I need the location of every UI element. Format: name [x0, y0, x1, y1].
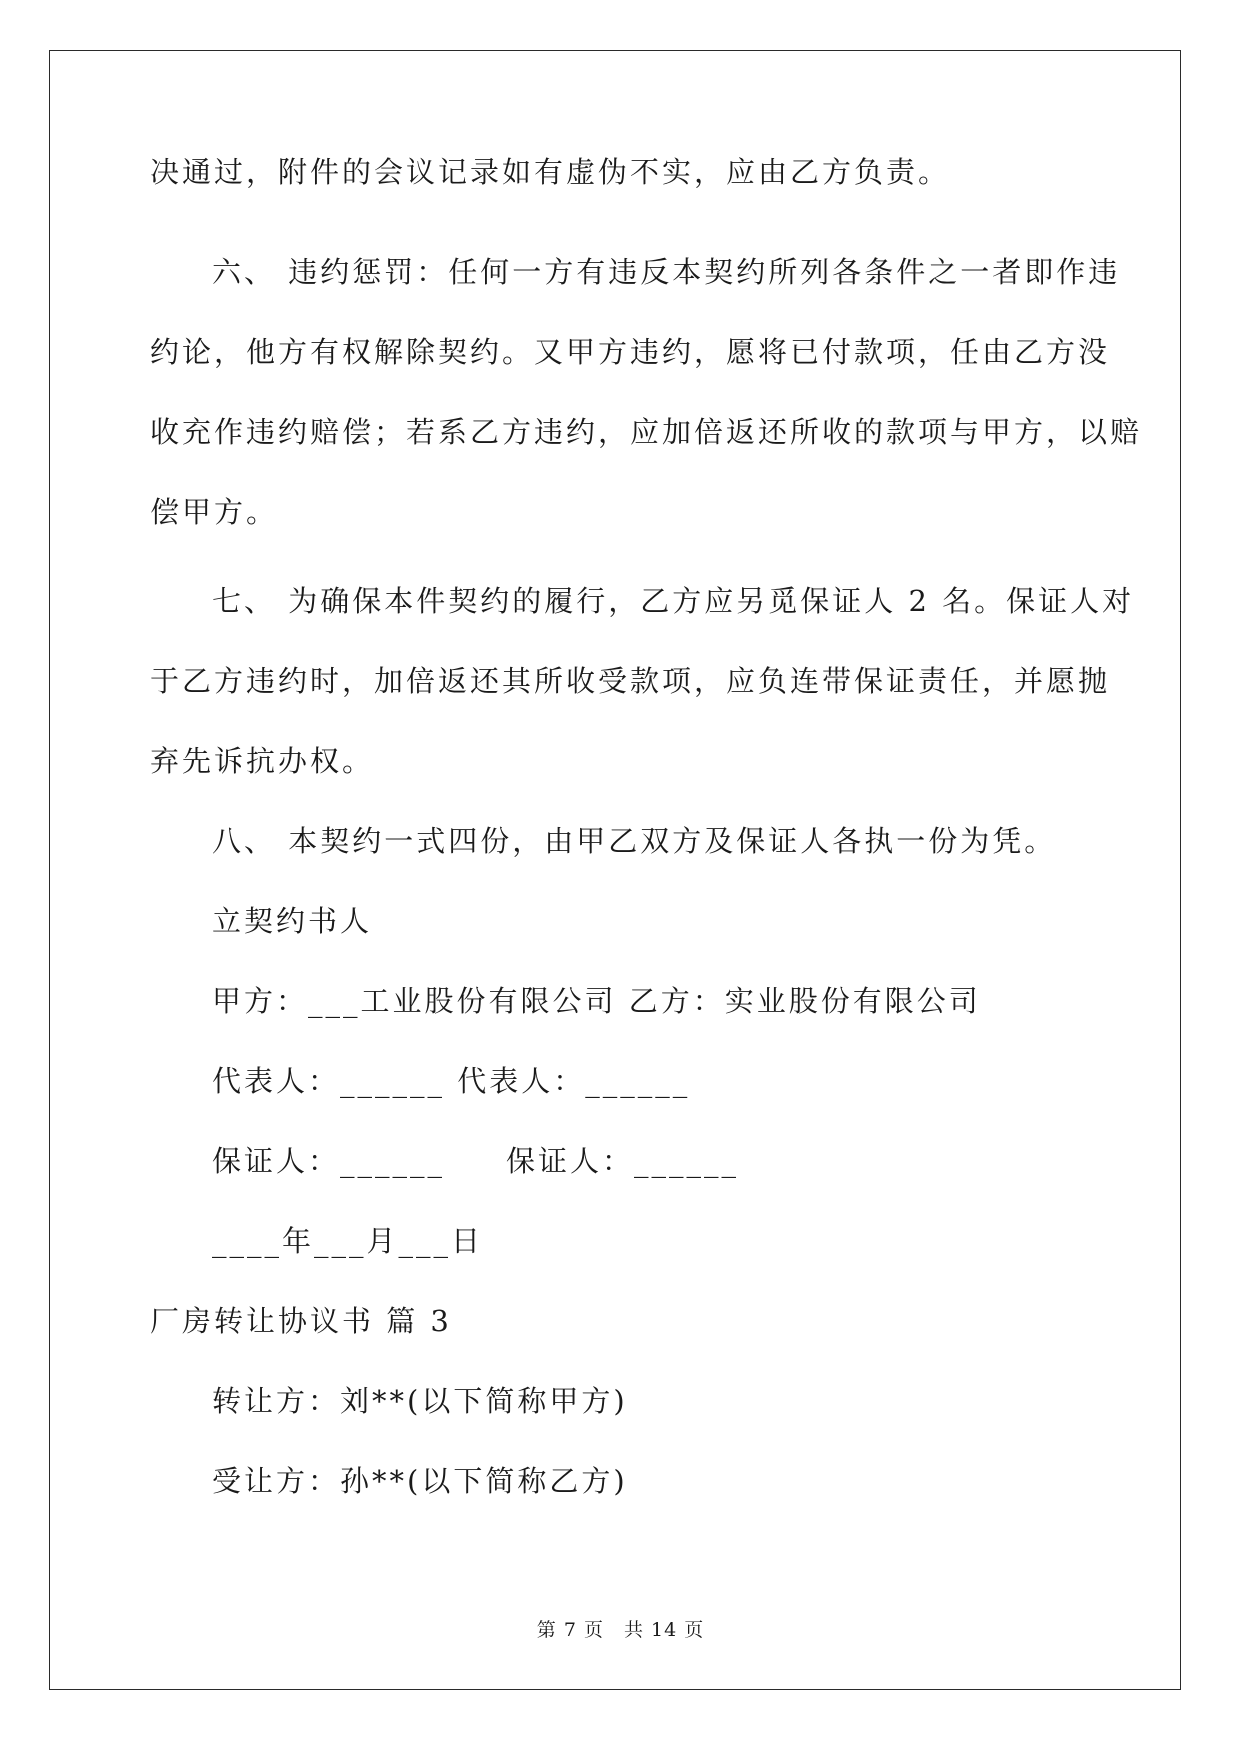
paragraph-line: 偿甲方。	[150, 495, 279, 529]
representatives-line: 代表人：______ 代表人：______	[212, 1064, 691, 1098]
transferor-line: 转让方：刘**(以下简称甲方)	[212, 1384, 628, 1418]
guarantor-b-line: 保证人：______	[506, 1144, 740, 1178]
transferee-line: 受让方：孙**(以下简称乙方)	[212, 1464, 628, 1498]
party-names-line: 甲方：___工业股份有限公司 乙方：实业股份有限公司	[212, 984, 981, 1018]
guarantor-a-line: 保证人：______	[212, 1144, 446, 1178]
clause-seven-line: 七、 为确保本件契约的履行，乙方应另觅保证人 2 名。保证人对	[212, 584, 1135, 618]
paragraph-line: 弃先诉抗办权。	[150, 744, 375, 778]
paragraph-line: 于乙方违约时，加倍返还其所收受款项，应负连带保证责任，并愿抛	[150, 664, 1111, 698]
signatories-heading: 立契约书人	[212, 904, 373, 938]
page-border	[49, 50, 1181, 1690]
page-number-footer: 第 7 页 共 14 页	[536, 1619, 705, 1641]
clause-six-line: 六、 违约惩罚：任何一方有违反本契约所列各条件之一者即作违	[212, 255, 1121, 289]
clause-eight-line: 八、 本契约一式四份，由甲乙双方及保证人各执一份为凭。	[212, 824, 1057, 858]
paragraph-line: 决通过，附件的会议记录如有虚伪不实，应由乙方负责。	[150, 155, 951, 189]
date-line: ____年___月___日	[212, 1224, 484, 1258]
paragraph-line: 约论，他方有权解除契约。又甲方违约，愿将已付款项，任由乙方没	[150, 335, 1111, 369]
paragraph-line: 收充作违约赔偿；若系乙方违约，应加倍返还所收的款项与甲方，以赔	[150, 415, 1143, 449]
section-title: 厂房转让协议书 篇 3	[150, 1304, 452, 1338]
